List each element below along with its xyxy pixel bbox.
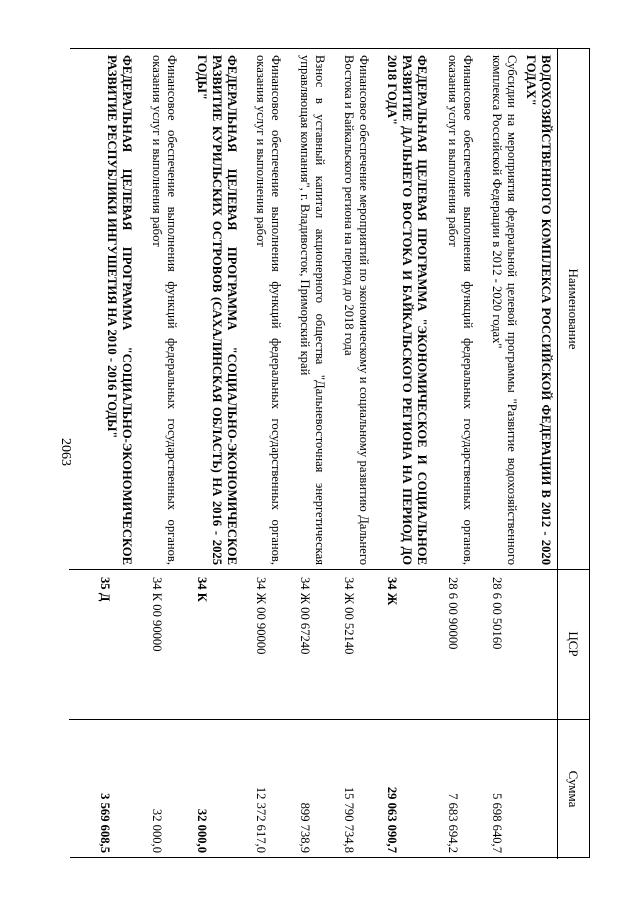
header-name: Наименование: [566, 268, 581, 350]
row-csr: 34 Ж: [385, 577, 399, 606]
table-frame: [70, 48, 590, 858]
row-name: Финансовое обеспечение выполнения функций федеральных государственных органов, оказания услуг и выполнения работ: [254, 55, 283, 565]
row-name: ВОДОХОЗЯЙСТВЕННОГО КОМПЛЕКСА РОССИЙСКОЙ ФЕДЕРАЦИИ В 2012 - 2020 ГОДАХ": [524, 55, 553, 565]
row-csr: 34 Ж 00 90000: [254, 577, 268, 655]
row-sum: 12 372 617,0: [254, 786, 268, 853]
row-name: ФЕДЕРАЛЬНАЯ ЦЕЛЕВАЯ ПРОГРАММА "СОЦИАЛЬНО-ЭКОНОМИЧЕСКОЕ РАЗВИТИЕ РЕСПУБЛИКИ ИНГУШЕТИЯ НА 2010 - 2016 ГОДЫ": [105, 55, 134, 565]
row-sum: 15 790 734,8: [342, 786, 356, 853]
budget-table: [70, 48, 590, 858]
row-sum: 29 063 090,7: [385, 786, 399, 853]
row-csr: 34 Ж 00 67240: [298, 577, 312, 655]
row-csr: 34 К 00 90000: [150, 577, 164, 652]
row-sum: 5 698 640,7: [490, 793, 504, 853]
row-csr: 34 Ж 00 52140: [342, 577, 356, 655]
header-sum: Сумма: [566, 770, 581, 808]
column-divider: [69, 719, 589, 720]
row-csr: 34 К: [195, 577, 209, 602]
row-name: ФЕДЕРАЛЬНАЯ ЦЕЛЕВАЯ ПРОГРАММА "ЭКОНОМИЧЕСКОЕ И СОЦИАЛЬНОЕ РАЗВИТИЕ ДАЛЬНЕГО ВОСТОКА И БАЙКАЛЬСКОГО РЕГИОНА НА ПЕРИОД ДО 2018 ГОДА": [385, 55, 429, 565]
row-name: Финансовое обеспечение выполнения функций федеральных государственных органов, оказания услуг и выполнения работ: [150, 55, 179, 565]
column-divider: [69, 569, 589, 570]
row-sum: 32 000,0: [195, 808, 209, 853]
row-csr: 28 6 00 90000: [446, 577, 460, 650]
row-sum: 32 000,0: [150, 808, 164, 853]
row-name: Субсидии на мероприятия федеральной целевой программы "Развитие водохозяйственного комплекса Российской Федерации в 2012 - 2020 годах": [490, 55, 519, 565]
row-name: Финансовое обеспечение выполнения функций федеральных государственных органов, оказания услуг и выполнения работ: [446, 55, 475, 565]
header-csr: ЦСР: [566, 631, 581, 657]
row-sum: 3 569 608,5: [98, 793, 112, 853]
row-sum: 7 683 694,2: [446, 793, 460, 853]
row-name: Финансовое обеспечение мероприятий по экономическому и социальному развитию Дальнего Востока и Байкальского региона на период до 2018 года: [342, 55, 371, 565]
page-number: 2063: [58, 438, 73, 466]
row-name: Взнос в уставный капитал акционерного общества "Дальневосточная энергетическая управляющая компания", г. Владивосток, Приморский край: [298, 55, 327, 565]
row-sum: 899 738,9: [298, 802, 312, 853]
row-csr: 28 6 00 50160: [490, 577, 504, 650]
row-csr: 35 Д: [98, 577, 112, 602]
row-name: ФЕДЕРАЛЬНАЯ ЦЕЛЕВАЯ ПРОГРАММА "СОЦИАЛЬНО-ЭКОНОМИЧЕСКОЕ РАЗВИТИЕ КУРИЛЬСКИХ ОСТРОВОВ (САХАЛИНСКАЯ ОБЛАСТЬ) НА 2016 - 2025 ГОДЫ": [195, 55, 239, 565]
table-header: [557, 49, 589, 859]
